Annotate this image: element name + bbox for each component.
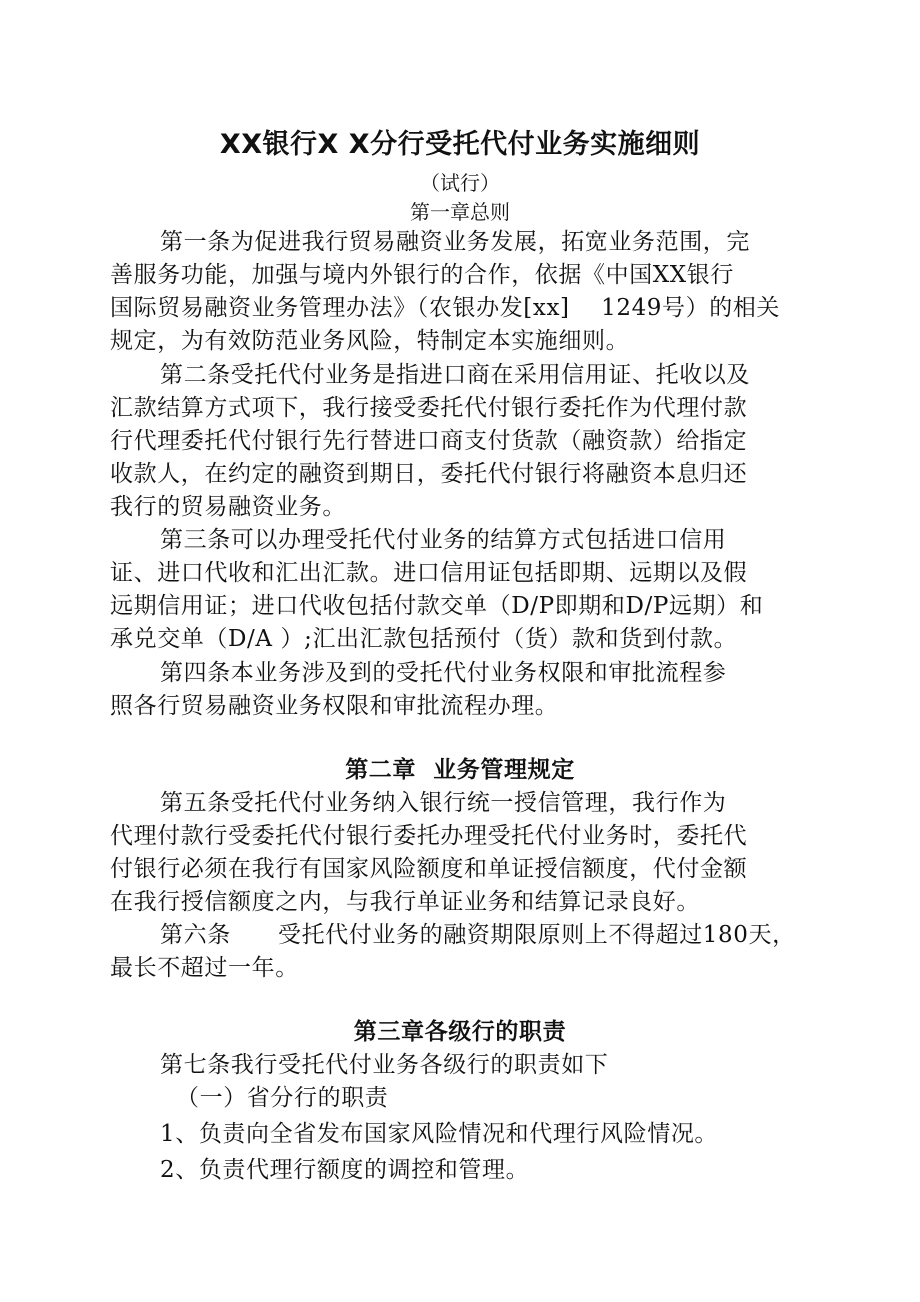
article-4-line-1: 第四条本业务涉及到的受托代付业务权限和审批流程参 [160, 660, 727, 686]
article-2-line-2: 汇款结算方式项下，我行接受委托代付银行委托作为代理付款 [110, 395, 748, 421]
section-1-heading: （一）省分行的职责 [176, 1085, 389, 1111]
article-3-line-4: 承兑交单（D/A ）;汇出汇款包括预付（货）款和货到付款。 [110, 626, 738, 652]
document-title: XX银行X X分行受托代付业务实施细则 [219, 129, 701, 160]
duty-item-1: 1、负责向全省发布国家风险情况和代理行风险情况。 [160, 1121, 719, 1147]
article-2-line-5: 我行的贸易融资业务。 [110, 494, 346, 520]
article-3-line-3: 远期信用证；进口代收包括付款交单（D/P即期和D/P远期）和 [110, 593, 764, 619]
article-1-line-2: 善服务功能，加强与境内外银行的合作，依据《中国XX银行 [110, 262, 734, 288]
article-2-line-3: 行代理委托代付银行先行替进口商支付货款（融资款）给指定 [110, 428, 748, 454]
article-5-line-2: 代理付款行受委托代付银行委托办理受托代付业务时，委托代 [110, 823, 748, 849]
duty-item-2: 2、负责代理行额度的调控和管理。 [160, 1157, 530, 1183]
chapter-2-title: 第二章 业务管理规定 [345, 757, 575, 783]
article-7-line: 第七条我行受托代付业务各级行的职责如下 [160, 1052, 609, 1078]
article-6-line-1: 第六条 受托代付业务的融资期限原则上不得超过180天， [160, 922, 796, 948]
chapter-3-title: 第三章各级行的职责 [353, 1019, 567, 1045]
article-5-line-3: 付银行必须在我行有国家风险额度和单证授信额度，代付金额 [110, 856, 748, 882]
article-3-line-2: 证、进口代收和汇出汇款。进口信用证包括即期、远期以及假 [110, 560, 748, 586]
document-subtitle: （试行） [420, 171, 500, 195]
article-1-line-3: 国际贸易融资业务管理办法》（农银办发[xx] 1249号）的相关 [110, 295, 781, 321]
article-5-line-1: 第五条受托代付业务纳入银行统一授信管理，我行作为 [160, 790, 727, 816]
article-6-line-2: 最长不超过一年。 [110, 955, 299, 981]
chapter-1-title: 第一章总则 [410, 200, 510, 224]
article-2-line-1: 第二条受托代付业务是指进口商在采用信用证、托收以及 [160, 362, 750, 388]
article-5-line-4: 在我行授信额度之内，与我行单证业务和结算记录良好。 [110, 889, 700, 915]
article-4-line-2: 照各行贸易融资业务权限和审批流程办理。 [110, 693, 559, 719]
article-3-line-1: 第三条可以办理受托代付业务的结算方式包括进口信用 [160, 527, 727, 553]
article-1-line-4: 规定，为有效防范业务风险，特制定本实施细则。 [110, 328, 630, 354]
article-2-line-4: 收款人，在约定的融资到期日，委托代付银行将融资本息归还 [110, 461, 748, 487]
article-1-line-1: 第一条为促进我行贸易融资业务发展，拓宽业务范围，完 [160, 229, 750, 255]
